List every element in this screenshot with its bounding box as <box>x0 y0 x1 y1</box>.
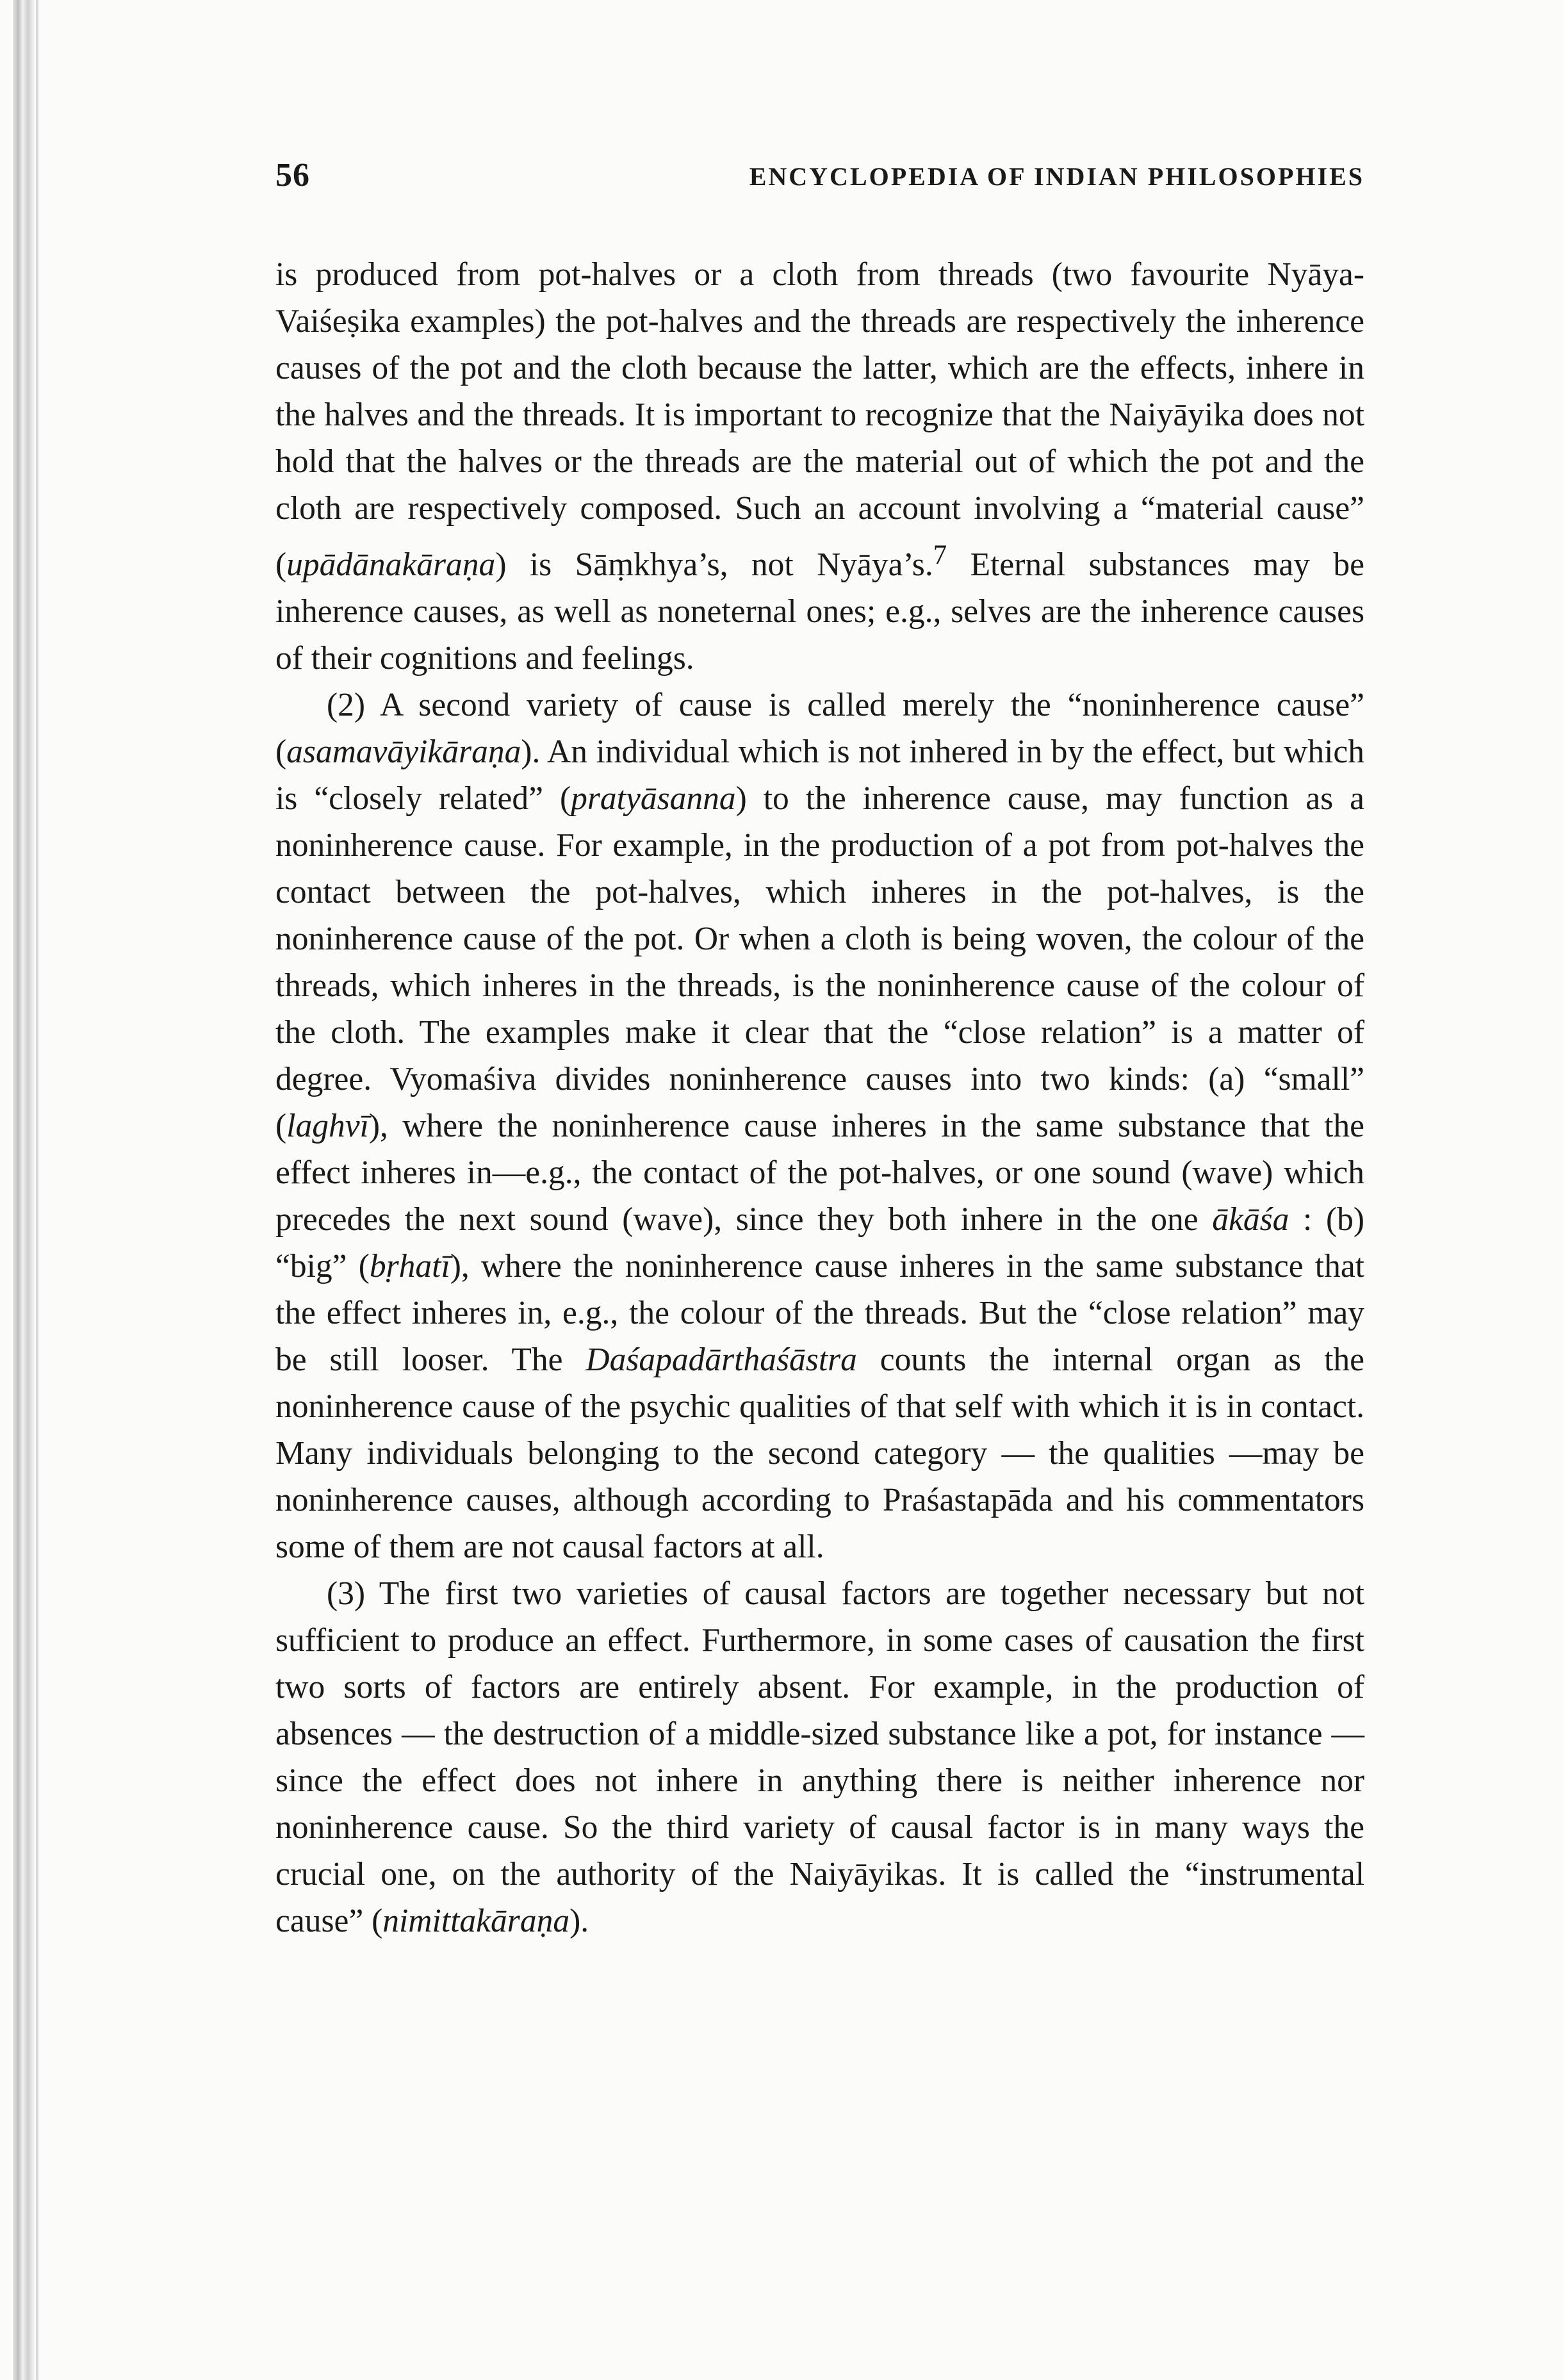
text-run: ) to the inherence cause, may function as a noninherence cause. For example, in the production of a pot from pot-halves the contact between the pot-halves, which inheres in the pot-halves, is the noninherence cause of the pot. Or when a cloth is being woven, the colour of the threads, which inheres in the threads, is the noninherence cause of the colour of the cloth. The examples make it clear that the “close relation” is a matter of degree. Vyomaśiva divides noninherence causes into two kinds: (a) “small” ( <box>275 780 1364 1145</box>
term-nimittakarana: nimittakāraṇa <box>382 1903 570 1940</box>
term-dasapadarthasastra: Daśapadārthaśāstra <box>585 1342 857 1379</box>
text-run: (2) A second variety of cause is called merely the “noninherence cause” ( <box>275 687 1364 771</box>
text-run: ). <box>569 1903 589 1940</box>
text-run: ). An individual which is not inhered in by the effect, but which is “closely related” ( <box>275 734 1364 817</box>
body-text <box>275 251 1364 1944</box>
text-run: is produced from pot-halves or a cloth from threads (two favourite Nyāya-Vaiśeṣika examples) the pot-halves and the threads are respectively the inherence causes of the pot and the cloth because the latter, which are the effects, inhere in the halves and the threads. It is important to recognize that the Naiyāyika does not hold that the halves or the threads are the material out of which the pot and the cloth are respectively composed. Such an account involving a “material cause” ( <box>275 256 1364 584</box>
text-run: : (b) “big” ( <box>275 1201 1364 1285</box>
paragraph-variety-2 <box>275 682 1364 1570</box>
text-run: ) is Sāṃkhya’s, not Nyāya’s. <box>495 546 933 584</box>
term-upadanakarana: upādānakāraṇa <box>286 546 496 584</box>
term-brhati: bṛhatī <box>369 1248 450 1285</box>
paragraph-continuation <box>275 251 1364 682</box>
term-akasa: ākāśa <box>1212 1201 1289 1238</box>
text-run: Eternal substances may be inherence causes, as well as noneternal ones; e.g., selves are the inherence causes of their cognitions and feelings. <box>275 546 1364 677</box>
scan-binding-line <box>36 0 38 2380</box>
paragraph-variety-3 <box>275 1570 1364 1944</box>
text-run: ), where the noninherence cause inheres in the same substance that the effect inheres in, e.g., the colour of the threads. But the “close relation” may be still looser. The <box>275 1248 1364 1379</box>
page-header <box>275 156 1364 201</box>
term-asamavayikarana: asamavāyikāraṇa <box>286 734 521 771</box>
footnote-marker-7: 7 <box>933 540 947 570</box>
text-run: ), where the noninherence cause inheres in the same substance that the effect inheres in—e.g., the contact of the pot-halves, or one sound (wave) which precedes the next sound (wave), since they both inhere in the one <box>275 1108 1364 1238</box>
term-laghvi: laghvī <box>286 1108 369 1145</box>
text-run: (3) The first two varieties of causal factors are together necessary but not sufficient to produce an effect. Furthermore, in some cases of causation the first two sorts of factors are entirely absent. For example, in the production of absences — the destruction of a middle-sized substance like a pot, for instance — since the effect does not inhere in anything there is neither inherence nor noninherence cause. So the third variety of causal factor is in many ways the crucial one, on the authority of the Naiyāyikas. It is called the “instrumental cause” ( <box>275 1575 1364 1940</box>
running-head: ENCYCLOPEDIA OF INDIAN PHILOSOPHIES <box>749 162 1364 191</box>
scan-binding-edge <box>13 0 35 2380</box>
page-number: 56 <box>275 157 310 193</box>
text-run: counts the internal organ as the noninherence cause of the psychic qualities of that self with which it is in contact. Many individuals belonging to the second category — the qualities —may be noninherence causes, although according to Praśastapāda and his commentators some of them are not causal factors at all. <box>275 1342 1364 1566</box>
term-pratyasanna: pratyāsanna <box>571 780 736 817</box>
